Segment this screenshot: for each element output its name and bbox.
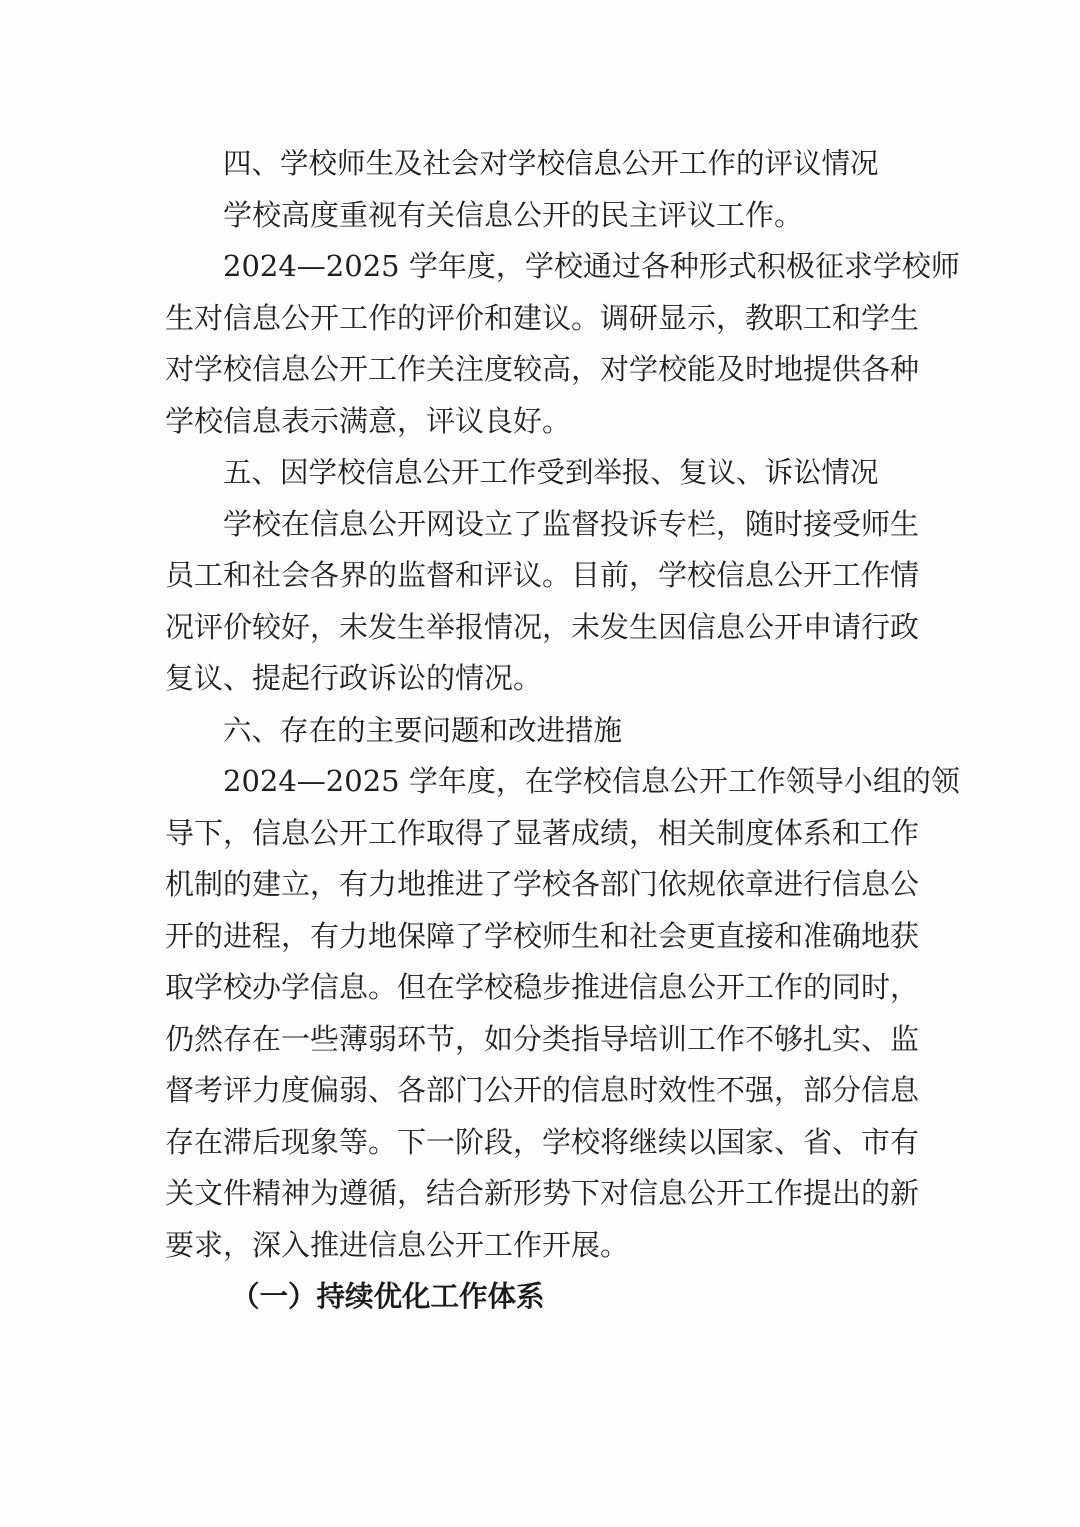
paragraph-line: 对学校信息公开工作关注度较高，对学校能及时地提供各种 (165, 352, 920, 386)
paragraph-line: 复议、提起行政诉讼的情况。 (165, 661, 543, 695)
subsection-heading: （一）持续优化工作体系 (231, 1279, 545, 1313)
paragraph-line: 学校高度重视有关信息公开的民主评议工作。 (223, 197, 804, 232)
section-heading-5: 五、因学校信息公开工作受到举报、复议、诉讼情况 (223, 456, 879, 489)
paragraph-line: 况评价较好，未发生举报情况，未发生因信息公开申请行政 (165, 609, 920, 644)
document-body (165, 138, 960, 1323)
paragraph-line: 要求，深入推进信息公开工作开展。 (165, 1227, 630, 1262)
paragraph-line: 导下，信息公开工作取得了显著成绩，相关制度体系和工作 (165, 815, 920, 850)
paragraph-line: 学校在信息公开网设立了监督投诉专栏，随时接受师生 (223, 506, 920, 541)
paragraph-line: 开的进程，有力地保障了学校师生和社会更直接和准确地获 (165, 918, 920, 953)
paragraph-line: 取学校办学信息。但在学校稳步推进信息公开工作的同时， (165, 970, 920, 1004)
section-heading-6: 六、存在的主要问题和改进措施 (223, 713, 623, 747)
paragraph-line: 员工和社会各界的监督和评议。目前，学校信息公开工作情 (165, 558, 920, 592)
section-heading-4: 四、学校师生及社会对学校信息公开工作的评议情况 (223, 147, 879, 180)
paragraph-line: 仍然存在一些薄弱环节，如分类指导培训工作不够扎实、监 (165, 1021, 920, 1056)
paragraph-line: 2024—2025 学年度，在学校信息公开工作领导小组的领 (223, 764, 960, 798)
paragraph-line: 督考评力度偏弱、各部门公开的信息时效性不强，部分信息 (165, 1073, 920, 1107)
paragraph-line: 存在滞后现象等。下一阶段，学校将继续以国家、省、市有 (165, 1124, 920, 1159)
paragraph-line: 机制的建立，有力地推进了学校各部门依规依章进行信息公 (165, 867, 920, 901)
paragraph-line: 学校信息表示满意，评议良好。 (165, 403, 572, 438)
paragraph-line: 关文件精神为遵循，结合新形势下对信息公开工作提出的新 (165, 1176, 920, 1210)
paragraph-line: 生对信息公开工作的评价和建议。调研显示，教职工和学生 (165, 300, 920, 335)
paragraph-line: 2024—2025 学年度，学校通过各种形式积极征求学校师 (223, 249, 960, 283)
